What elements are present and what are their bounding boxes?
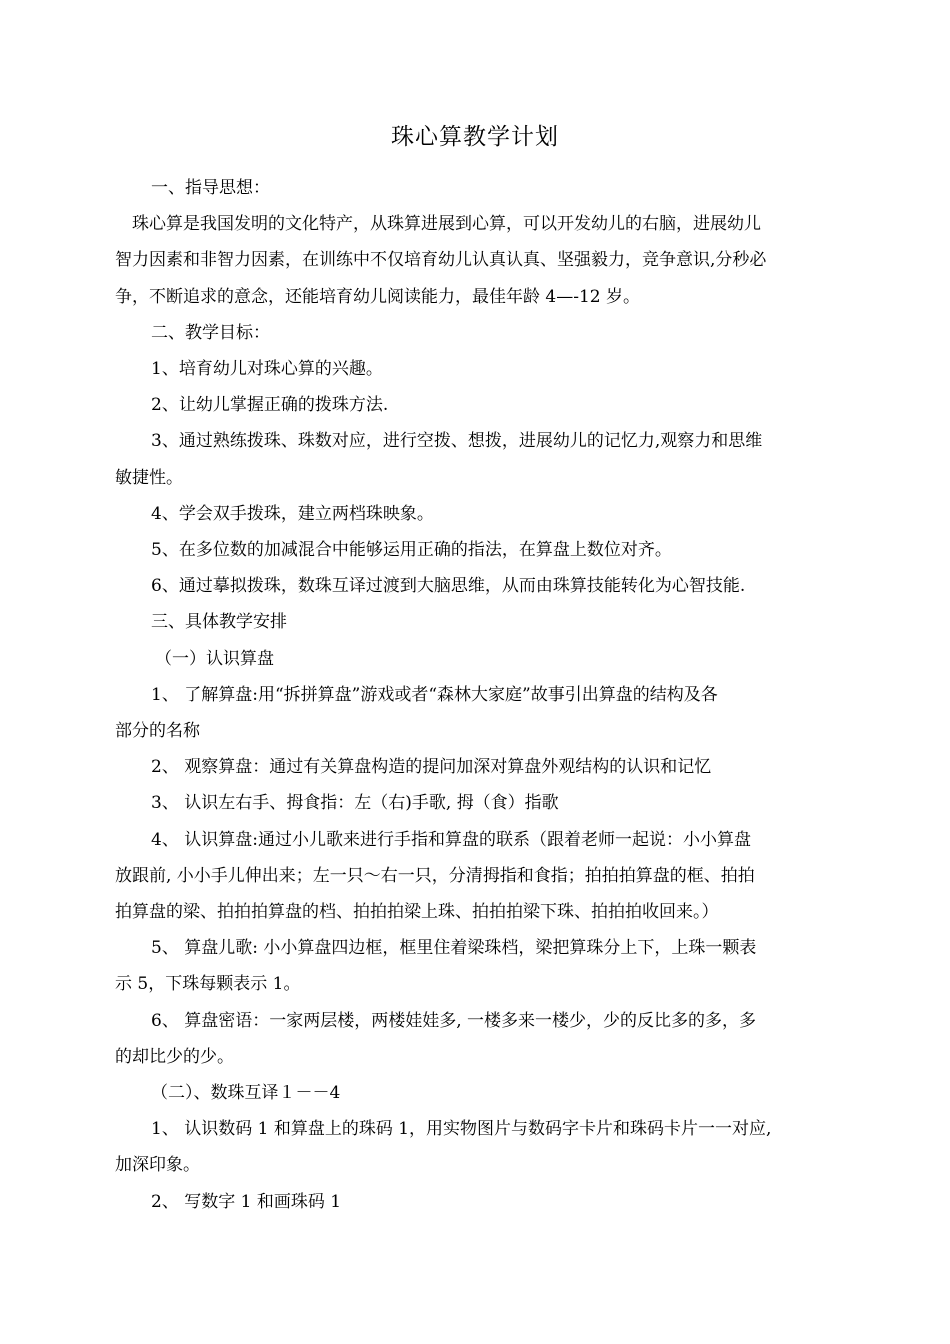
text-line: 的却比少的少。 <box>115 1046 234 1067</box>
text-line: 2、 写数字 1 和画珠码 1 <box>151 1191 342 1212</box>
text-line: 珠心算是我国发明的文化特产，从珠算进展到心算，可以开发幼儿的右脑，进展幼儿 <box>132 214 761 235</box>
text-line: 放跟前, 小小手儿伸出来；左一只～右一只，分清拇指和食指；拍拍拍算盘的框、拍拍 <box>115 865 755 886</box>
text-line: 加深印象。 <box>115 1155 200 1176</box>
text-line: 三、具体教学安排 <box>151 612 287 633</box>
text-line: 二、教学目标： <box>151 322 270 343</box>
text-line: 示 5，下珠每颗表示 1。 <box>115 974 301 995</box>
text-line: 6、通过摹拟拨珠，数珠互译过渡到大脑思维，从而由珠算技能转化为心智技能. <box>151 576 746 597</box>
text-line: 4、 认识算盘:通过小儿歌来进行手指和算盘的联系（跟着老师一起说：小小算盘 <box>151 829 751 850</box>
text-line: 5、 算盘儿歌: 小小算盘四边框，框里住着梁珠档，梁把算珠分上下，上珠一颗表 <box>151 938 757 959</box>
text-line: 拍算盘的梁、拍拍拍算盘的档、拍拍拍梁上珠、拍拍拍梁下珠、拍拍拍收回来。） <box>115 902 719 923</box>
text-line: 3、通过熟练拨珠、珠数对应，进行空拨、想拨，进展幼儿的记忆力,观察力和思维 <box>151 431 763 452</box>
text-line: 1、培育幼儿对珠心算的兴趣。 <box>151 359 383 380</box>
text-line: 2、让幼儿掌握正确的拨珠方法. <box>151 395 389 416</box>
text-line: 2、 观察算盘：通过有关算盘构造的提问加深对算盘外观结构的认识和记忆 <box>151 757 712 778</box>
text-line: 6、 算盘密语：一家两层楼，两楼娃娃多, 一楼多来一楼少，少的反比多的多，多 <box>151 1010 757 1031</box>
text-line: （一）认识算盘 <box>155 648 274 669</box>
document-title: 珠心算教学计划 <box>391 124 559 150</box>
text-line: 1、 认识数码 1 和算盘上的珠码 1，用实物图片与数码字卡片和珠码卡片一一对应, <box>151 1119 772 1140</box>
text-line: 3、 认识左右手、拇食指：左（右)手歌, 拇（食）指歌 <box>151 793 559 814</box>
document-body <box>115 170 845 1220</box>
text-line: 一、指导思想： <box>151 178 270 198</box>
text-line: 智力因素和非智力因素，在训练中不仅培育幼儿认真认真、坚强毅力，竞争意识,分秒必 <box>115 250 767 271</box>
text-line: 4、学会双手拨珠，建立两档珠映象。 <box>151 503 434 524</box>
text-line: 敏捷性。 <box>115 467 183 488</box>
text-line: （二）、数珠互译１－－4 <box>151 1083 341 1104</box>
text-line: 5、在多位数的加减混合中能够运用正确的指法，在算盘上数位对齐。 <box>151 540 672 561</box>
text-line: 争，不断追求的意念，还能培育幼儿阅读能力，最佳年龄 4—-12 岁。 <box>115 286 640 307</box>
text-line: 部分的名称 <box>115 721 200 742</box>
text-line: 1、 了解算盘:用“拆拼算盘”游戏或者“森林大家庭”故事引出算盘的结构及各 <box>151 684 718 705</box>
